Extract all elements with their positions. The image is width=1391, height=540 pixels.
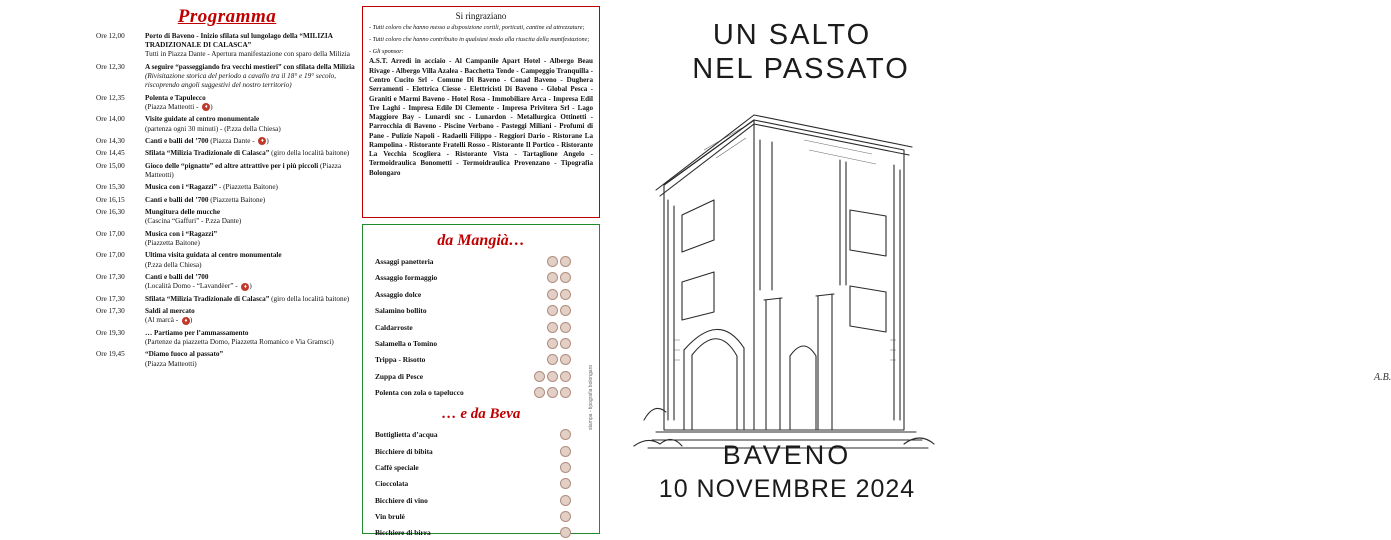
ticket-token-icon [547, 354, 558, 365]
menu-item-token-group [560, 462, 589, 473]
programma-row [96, 162, 358, 180]
programma-row-time: Ore 17,00 [96, 251, 125, 260]
menu-item-row [373, 322, 589, 333]
menu-item-row [373, 495, 589, 506]
programma-row-time: Ore 16,15 [96, 195, 125, 204]
ticket-token-icon [547, 305, 558, 316]
menu-item-name: Vin brulè [375, 512, 405, 522]
programma-row-time: Ore 16,30 [96, 208, 125, 217]
programma-row-description: Sfilata “Milizia Tradizionale di Calasca” (giro della località baitone) [145, 149, 350, 158]
printer-credit: stampa - tipografia bolongaro [588, 364, 594, 430]
menu-item-token-group [560, 495, 589, 506]
programma-row-time: Ore 12,30 [96, 62, 125, 71]
ticket-token-icon [534, 387, 545, 398]
menu-item-name: Bicchiere di bibita [375, 446, 433, 456]
programma-row [96, 63, 358, 91]
ticket-token-icon [547, 272, 558, 283]
programma-row-time: Ore 14,30 [96, 136, 125, 145]
menu-item-token-group [547, 289, 589, 300]
menu-drink-list [373, 429, 589, 538]
menu-item-token-group [547, 322, 589, 333]
programma-row-time: Ore 17,00 [96, 229, 125, 238]
programma-row [96, 149, 358, 158]
ticket-token-icon [560, 527, 571, 538]
menu-box [362, 224, 600, 538]
menu-item-name: Assaggio dolce [375, 289, 422, 299]
poster-date: 10 NOVEMBRE 2024 [658, 475, 916, 503]
poster-title [634, 18, 950, 86]
programma-row-description: Musica con i “Ragazzi” (Piazzetta Baitone) [145, 229, 218, 248]
programma-list [96, 32, 358, 369]
programma-row [96, 295, 358, 304]
menu-item-row [373, 387, 589, 398]
programma-row-time: Ore 17,30 [96, 294, 125, 303]
ticket-token-icon [534, 371, 545, 382]
programma-row-description: Canti e balli del ’700 (Località Domo - “Lavandèer” - ♦ ) [145, 273, 252, 291]
ticket-token-icon [560, 305, 571, 316]
programma-row-description: Mungitura delle mucche (Cascina “Gaffuri” - P.zza Dante) [145, 208, 242, 226]
programma-title: Programma [177, 6, 277, 27]
programma-row-description: Canti e balli del ’700 (Piazzetta Baitone) [145, 195, 266, 204]
programma-row [96, 273, 358, 291]
acknowledgements-paragraph-1: - Tutti coloro che hanno messo a disposizione cortili, porticati, cantine ed attrezzature; [369, 24, 585, 31]
programma-row-time: Ore 15,30 [96, 183, 125, 192]
programma-row [96, 230, 358, 248]
programma-row-description: Saldi al mercato (Al marcà - ♦ ) [145, 307, 195, 325]
programma-row-description: “Diamo fuoco al passato” (Piazza Matteotti) [145, 350, 224, 368]
programma-row-description: Polenta e Tapulecco (Piazza Matteotti - ♦ ) [145, 93, 213, 111]
menu-item-name: Zuppa di Pesce [375, 371, 424, 381]
programma-row-description: Musica con i “Ragazzi” - (Piazzetta Baitone) [145, 183, 278, 192]
menu-food-title: da Mangià… [437, 232, 525, 249]
ticket-token-icon [560, 462, 571, 473]
menu-item-token-group [534, 371, 589, 382]
menu-item-token-group [560, 429, 589, 440]
ticket-token-icon [560, 446, 571, 457]
menu-item-token-group [547, 338, 589, 349]
programma-row [96, 137, 358, 146]
ticket-token-icon [547, 387, 558, 398]
programma-row-time: Ore 14,45 [96, 149, 125, 158]
programma-row [96, 208, 358, 226]
ticket-token-icon [547, 338, 558, 349]
menu-item-row [373, 511, 589, 522]
menu-item-name: Salamino bollito [375, 306, 427, 316]
ticket-token-icon [560, 429, 571, 440]
programma-row [96, 94, 358, 112]
menu-item-row [373, 429, 589, 440]
ticket-token-icon [560, 495, 571, 506]
menu-item-token-group [547, 256, 589, 267]
menu-item-name: Caffè speciale [375, 462, 419, 472]
ticket-token-icon [560, 338, 571, 349]
menu-item-row [373, 527, 589, 538]
programma-row [96, 329, 358, 347]
menu-item-token-group [560, 511, 589, 522]
menu-item-row [373, 256, 589, 267]
menu-food-list [373, 256, 589, 398]
menu-item-row [373, 371, 589, 382]
acknowledgements-paragraph-2: - Tutti coloro che hanno contribuito in qualsiasi modo alla riuscita della manifestazione; [369, 36, 590, 44]
menu-item-name: Cioccolata [375, 479, 409, 489]
menu-item-row [373, 462, 589, 473]
menu-item-row [373, 272, 589, 283]
ticket-token-icon [547, 256, 558, 267]
menu-item-row [373, 446, 589, 457]
sponsors-list: A.S.T. Arredi in acciaio - Al Campanile Apart Hotel - Albergo Beau Rivage - Albergo Villa Azalea - Bacchetta Tende - Campeggio Tranquilla - Centro Cucito Srl - Comune Di Baveno - Conad Baveno - Dughera Serramenti - Elettrica Ciesse - Elettricisti Di Baveno - Global Pesca - Graniti e Marmi Baveno - Hotel Rosa - Immobiliare Arca - Impresa Edil Tre Laghi - Impresa Edile Di Clemente - Impresa Privitera Srl - Lago Maggiore Bay - Lunardi snc - Lunardon - Metallurgica Ottinetti - Parrocchia di Baveno - Piscine Verbano - Pasteggi Miliani - Profumi di Pane - Pulizie Napoli - Radaelli Filippo - Reggiori Dario - Ristorane La Rampolina - Ristorante Fratelli Rosso - Ristorante Il Portico - Ristorante La Vecchia Scogliera - Ristorante Vista - Tartaglione Angelo - Termoidraulica Bonometti - Termoidraulica Provenzano - Tipografia Bolongaro [369, 57, 593, 177]
menu-item-name: Assaggi panetteria [375, 257, 434, 266]
programma-row-time: Ore 15,00 [96, 161, 125, 170]
programma-row-time: Ore 12,00 [96, 32, 125, 40]
programma-row [96, 196, 358, 205]
ticket-token-icon [560, 478, 571, 489]
menu-item-name: Salamella o Tomino [375, 338, 438, 348]
menu-item-token-group [547, 272, 589, 283]
programma-row-time: Ore 19,45 [96, 350, 125, 359]
acknowledgements-title: Si ringraziano [455, 11, 507, 21]
ticket-token-icon [560, 371, 571, 382]
menu-item-row [373, 305, 589, 316]
programma-row-description: Ultima visita guidata al centro monumentale (P.zza della Chiesa) [145, 251, 282, 269]
ticket-token-icon [560, 387, 571, 398]
ticket-token-icon [560, 272, 571, 283]
menu-item-name: Polenta con zola o tapelucco [375, 388, 464, 398]
programma-row-description: Canti e balli del ’700 (Piazza Dante - ♦ ) [145, 136, 269, 145]
poster-footer [622, 440, 952, 504]
programma-row-description: Gioco delle “pignatte” ed altre attrattive per i più piccoli (Piazza Matteotti) [145, 161, 342, 179]
programma-row [96, 32, 358, 60]
programma-row-description: Porto di Baveno - Inizio sfilata sul lungolago della “MILIZIA TRADIZIONALE DI CALASCA” Tutti in Piazza Dante - Apertura manifestazione con sparo della Milizia [145, 32, 350, 59]
menu-item-row [373, 478, 589, 489]
programma-row-time: Ore 19,30 [96, 328, 125, 337]
acknowledgements-box [362, 6, 600, 218]
artist-signature: A.B. [1374, 372, 1391, 383]
menu-item-token-group [534, 387, 589, 398]
programma-row [96, 350, 358, 368]
menu-item-name: Bicchiere di vino [375, 495, 428, 505]
poster-city: BAVENO [722, 440, 852, 470]
poster-title-line-2: NEL PASSATO [692, 53, 910, 86]
menu-drink-title: … e da Beva [441, 406, 521, 423]
programma-row [96, 115, 358, 133]
poster-illustration-panel [604, 0, 1391, 540]
programma-row-description: Sfilata “Milizia Tradizionale di Calasca” (giro della località baitone) [145, 294, 350, 303]
ticket-token-icon [547, 371, 558, 382]
menu-item-token-group [547, 305, 589, 316]
programma-row-time: Ore 12,35 [96, 93, 125, 102]
programma-row [96, 183, 358, 192]
ticket-token-icon [560, 322, 571, 333]
programma-row-description: Visite guidate al centro monumentale (partenza ogni 30 minuti) - (P.zza della Chiesa) [145, 115, 281, 133]
programma-section [96, 6, 358, 534]
ticket-token-icon [560, 354, 571, 365]
programma-row-description: … Partiamo per l’ammassamento (Partenze da piazzetta Domo, Piazzetta Romanico e Via Gramsci) [145, 328, 334, 346]
menu-item-token-group [560, 446, 589, 457]
ticket-token-icon [560, 511, 571, 522]
menu-item-row [373, 289, 589, 300]
ticket-token-icon [547, 322, 558, 333]
menu-item-name: Bottiglietta d’acqua [375, 430, 438, 440]
programma-row-time: Ore 17,30 [96, 273, 125, 282]
menu-item-name: Bicchiere di birra [375, 528, 431, 538]
programma-row [96, 307, 358, 325]
menu-item-name: Trippa - Risotto [375, 355, 426, 365]
programma-row [96, 251, 358, 269]
programma-row-description: A seguire “passeggiando fra vecchi mestieri” con sfilata della Milizia (Rivisitazione storica del periodo a cavallo tra il 18° e 19° secolo, riscoprendo angoli suggestivi del nostro territorio) [145, 62, 355, 90]
menu-item-row [373, 338, 589, 349]
poster-title-line-1: UN SALTO [712, 19, 872, 51]
menu-item-row [373, 354, 589, 365]
menu-item-name: Caldarroste [375, 322, 413, 332]
ticket-token-icon [560, 289, 571, 300]
ticket-token-icon [560, 256, 571, 267]
menu-item-token-group [560, 527, 589, 538]
menu-item-token-group [560, 478, 589, 489]
menu-item-token-group [547, 354, 589, 365]
ticket-token-icon [547, 289, 558, 300]
menu-item-name: Assaggio formaggio [375, 273, 438, 283]
programma-row-time: Ore 14,00 [96, 115, 125, 124]
programma-row-time: Ore 17,30 [96, 307, 125, 316]
sponsors-label: - Gli sponsor: [369, 48, 404, 56]
